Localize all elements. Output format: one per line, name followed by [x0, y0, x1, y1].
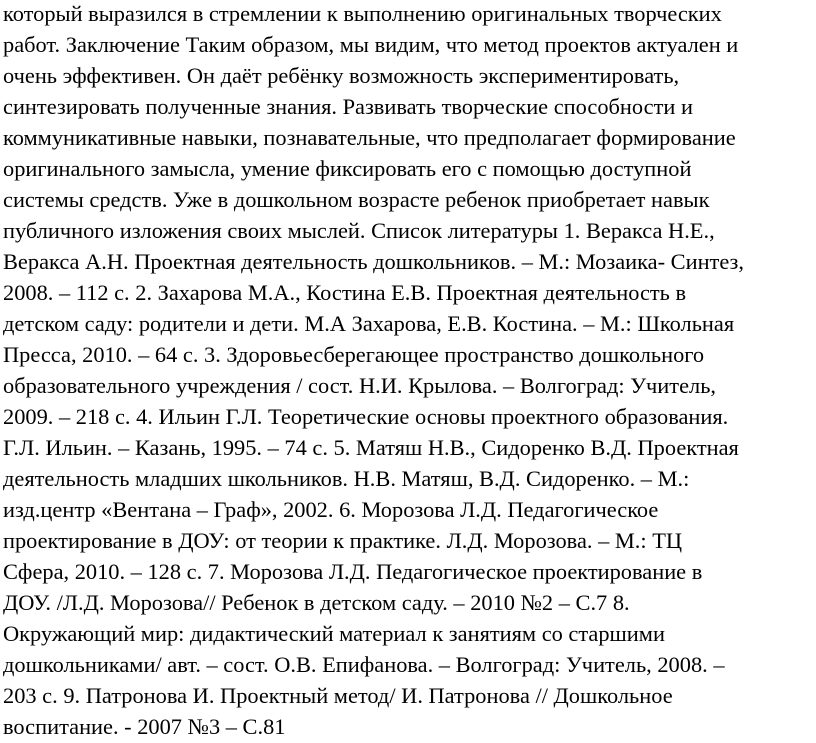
text-line: 2008. – 112 с. 2. Захарова М.А., Костина Е.В. Проектная деятельность в	[3, 280, 687, 305]
text-line: детском саду: родители и дети. М.А Захарова, Е.В. Костина. – М.: Школьная	[3, 311, 735, 336]
text-line: который выразился в стремлении к выполнению оригинальных творческих	[3, 1, 722, 26]
text-line: очень эффективен. Он даёт ребёнку возможность экспериментировать,	[3, 63, 680, 88]
text-line: публичного изложения своих мыслей. Список литературы 1. Веракса Н.Е.,	[3, 218, 715, 243]
text-line: Г.Л. Ильин. – Казань, 1995. – 74 с. 5. Матяш Н.В., Сидоренко В.Д. Проектная	[3, 435, 739, 460]
text-line: коммуникативные навыки, познавательные, что предполагает формирование	[3, 125, 736, 150]
text-line: дошкольниками/ авт. – сост. О.В. Епифанова. – Волгоград: Учитель, 2008. –	[3, 652, 725, 677]
text-line: изд.центр «Вентана – Граф», 2002. 6. Морозова Л.Д. Педагогическое	[3, 497, 659, 522]
text-line: работ. Заключение Таким образом, мы видим, что метод проектов актуален и	[3, 32, 739, 57]
text-line: оригинального замысла, умение фиксировать его с помощью доступной	[3, 156, 692, 181]
text-line: 2009. – 218 с. 4. Ильин Г.Л. Теоретические основы проектного образования.	[3, 404, 729, 429]
text-line: 203 с. 9. Патронова И. Проектный метод/ И. Патронова // Дошкольное	[3, 683, 673, 708]
text-line: Сфера, 2010. – 128 с. 7. Морозова Л.Д. Педагогическое проектирование в	[3, 559, 703, 584]
text-line: Пресса, 2010. – 64 с. 3. Здоровьесберегающее пространство дошкольного	[3, 342, 705, 367]
text-line: воспитание. - 2007 №3 – С.81	[3, 714, 286, 739]
text-line: деятельность младших школьников. Н.В. Матяш, В.Д. Сидоренко. – М.:	[3, 466, 690, 491]
text-line: Окружающий мир: дидактический материал к занятиям со старшими	[3, 621, 665, 646]
text-line: проектирование в ДОУ: от теории к практике. Л.Д. Морозова. – М.: ТЦ	[3, 528, 683, 553]
text-line: ДОУ. /Л.Д. Морозова// Ребенок в детском саду. – 2010 №2 – С.7 8.	[3, 590, 630, 615]
text-line: Веракса А.Н. Проектная деятельность дошкольников. – М.: Мозаика- Синтез,	[3, 249, 744, 274]
text-line: синтезировать полученные знания. Развивать творческие способности и	[3, 94, 693, 119]
text-line: образовательного учреждения / сост. Н.И. Крылова. – Волгоград: Учитель,	[3, 373, 716, 398]
text-line: системы средств. Уже в дошкольном возрасте ребенок приобретает навык	[3, 187, 710, 212]
